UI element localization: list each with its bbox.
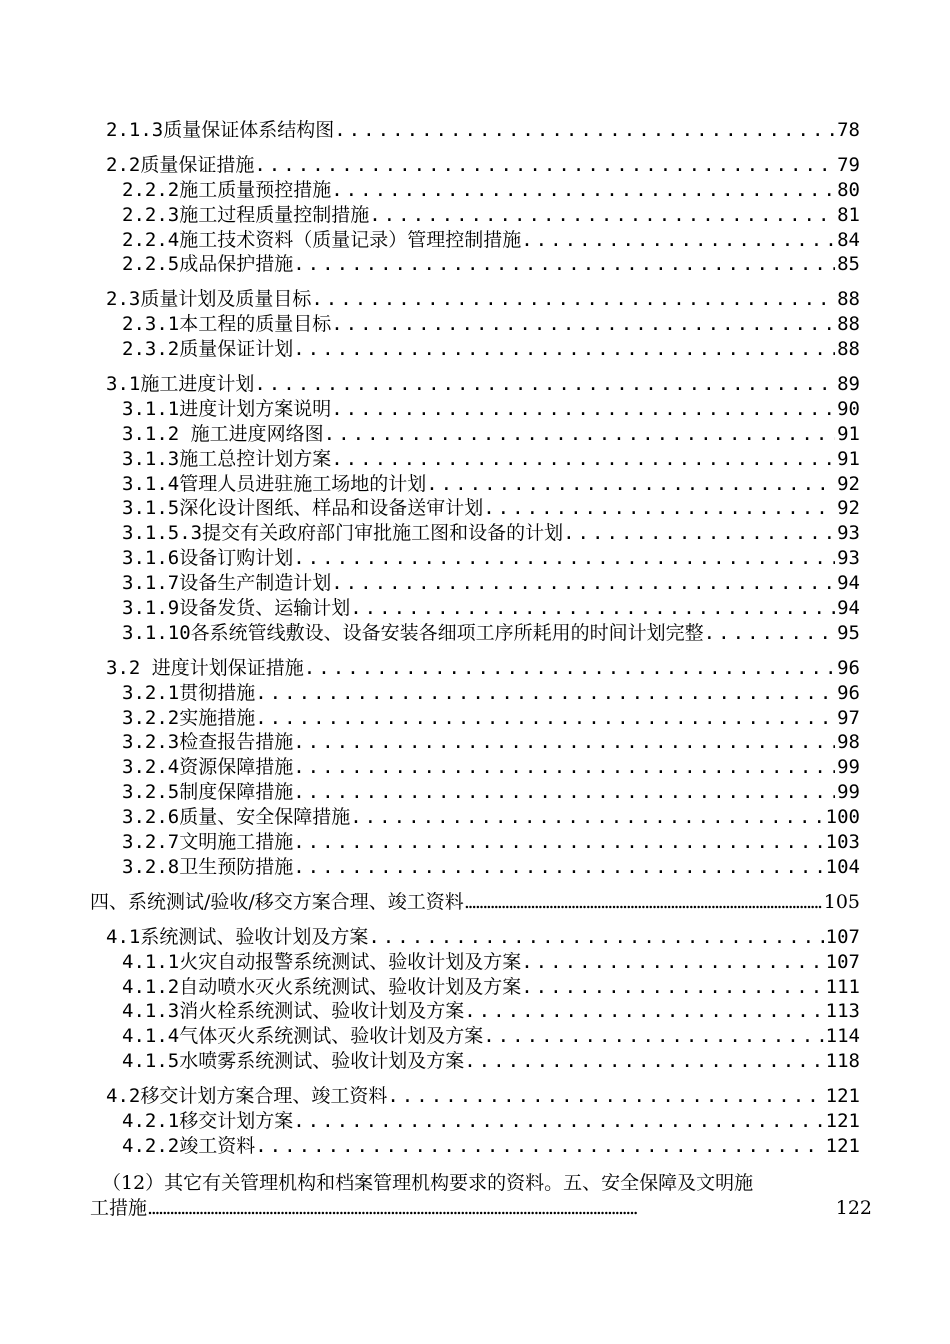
- toc-entry-title: 3.1.7设备生产制造计划: [122, 572, 332, 595]
- toc-entry-page: 88: [837, 338, 860, 361]
- dot-leader: [254, 153, 835, 178]
- toc-entry-page: 104: [825, 855, 860, 878]
- toc-final-line2-row: [90, 1196, 872, 1221]
- toc-entry-page: 93: [837, 547, 860, 570]
- toc-entry-title: 3.1.5.3提交有关政府部门审批施工图和设备的计划: [122, 522, 564, 545]
- toc-entry[interactable]: [90, 681, 860, 706]
- toc-entry-title: 3.2 进度计划保证措施: [106, 656, 304, 679]
- toc-entry[interactable]: [90, 546, 860, 571]
- toc-entry-page: 99: [837, 781, 860, 804]
- toc-entry-page: 118: [825, 1050, 860, 1073]
- dot-leader: [311, 287, 835, 312]
- toc-entry-title: 4.2.2竣工资料: [122, 1134, 256, 1157]
- toc-entry[interactable]: [90, 571, 860, 596]
- toc-entry-title: 2.3.2质量保证计划: [122, 338, 294, 361]
- toc-entry-title: 3.2.4资源保障措施: [122, 756, 294, 779]
- toc-entry-page: 121: [825, 1085, 860, 1108]
- toc-entry-page: 94: [837, 572, 860, 595]
- toc-entry[interactable]: [90, 780, 860, 805]
- dot-leader: [350, 805, 823, 830]
- toc-entry-page: 98: [837, 731, 860, 754]
- dot-leader: [147, 1196, 836, 1221]
- dot-leader: [293, 755, 835, 780]
- dot-leader: [254, 372, 835, 397]
- toc-entry-title: 4.2移交计划方案合理、竣工资料: [106, 1085, 388, 1108]
- toc-entry[interactable]: [90, 118, 860, 143]
- dot-leader: [521, 228, 835, 253]
- toc-entry-title: 2.3.1本工程的质量目标: [122, 313, 332, 336]
- toc-entry-page: 92: [837, 472, 860, 495]
- toc-entry-title: 3.1.2 施工进度网络图: [122, 422, 324, 445]
- toc-entry-title: 4.1.5水喷雾系统测试、验收计划及方案: [122, 1050, 465, 1073]
- toc-entry-page: 90: [837, 397, 860, 420]
- toc-entry[interactable]: [90, 287, 860, 312]
- toc-entry-page: 89: [837, 373, 860, 396]
- dot-leader: [304, 656, 835, 681]
- toc-entry-page: 121: [825, 1109, 860, 1132]
- toc-entry-page: 78: [837, 119, 860, 141]
- toc-entry-title: 3.2.6质量、安全保障措施: [122, 806, 351, 829]
- toc-entry[interactable]: [90, 397, 860, 422]
- dot-leader: [387, 1084, 823, 1109]
- dot-leader: [483, 1024, 823, 1049]
- toc-entry-title: 4.1.4气体灭火系统测试、验收计划及方案: [122, 1025, 484, 1048]
- toc-entry-title: 4.1.3消火栓系统测试、验收计划及方案: [122, 1000, 465, 1023]
- toc-entry-page: 121: [825, 1134, 860, 1157]
- toc-entry[interactable]: [90, 805, 860, 830]
- toc-entry[interactable]: [90, 830, 860, 855]
- toc-entry-title: 3.2.8卫生预防措施: [122, 855, 294, 878]
- toc-entry-page: 100: [825, 806, 860, 829]
- dot-leader: [350, 596, 835, 621]
- toc-entry-title: 3.1.5深化设计图纸、样品和设备送审计划: [122, 497, 484, 520]
- toc-entry-page: 84: [837, 228, 860, 251]
- toc-entry[interactable]: [90, 1134, 860, 1159]
- toc-entry-title: 2.3质量计划及质量目标: [106, 288, 312, 311]
- toc-entry-title: 4.1.2自动喷水灭火系统测试、验收计划及方案: [122, 975, 522, 998]
- toc-entry[interactable]: [90, 153, 860, 178]
- dot-leader: [293, 830, 823, 855]
- toc-entry-page: 97: [837, 706, 860, 729]
- toc-entry-page: 92: [837, 497, 860, 520]
- toc-entry-page: 91: [837, 422, 860, 445]
- toc-entry[interactable]: [90, 228, 860, 253]
- toc-entry-page: 81: [837, 203, 860, 226]
- toc-entry[interactable]: [90, 422, 860, 447]
- dot-leader: [426, 472, 835, 497]
- toc-entry-page: 79: [837, 153, 860, 176]
- toc-final-line1: （12）其它有关管理机构和档案管理机构要求的资料。五、安全保障及文明施: [102, 1171, 754, 1194]
- toc-entry-title: 4.1系统测试、验收计划及方案: [106, 925, 369, 948]
- toc-entry-title: 3.1.3施工总控计划方案: [122, 447, 332, 470]
- dot-leader: [334, 118, 835, 143]
- dot-leader: [293, 546, 835, 571]
- toc-entry-title: 3.2.5制度保障措施: [122, 781, 294, 804]
- toc-entry-page: 113: [825, 1000, 860, 1023]
- toc-entry[interactable]: [90, 521, 860, 546]
- dot-leader: [464, 890, 822, 915]
- toc-entry-title: 3.2.2实施措施: [122, 706, 256, 729]
- toc-entry-title: 四、系统测试/验收/移交方案合理、竣工资料: [90, 890, 464, 913]
- toc-entry[interactable]: [90, 975, 860, 1000]
- toc-entry-page: 111: [825, 975, 860, 998]
- dot-leader: [704, 621, 835, 646]
- dot-leader: [331, 447, 835, 472]
- toc-entry-title: 3.1.1进度计划方案说明: [122, 397, 332, 420]
- toc-entry-page: 80: [837, 178, 860, 201]
- toc-entry[interactable]: [90, 372, 860, 397]
- toc-entry-title: 3.1.6设备订购计划: [122, 547, 294, 570]
- toc-final-entry[interactable]: [90, 1171, 872, 1221]
- dot-leader: [521, 950, 823, 975]
- dot-leader: [483, 496, 835, 521]
- toc-entry-page: 114: [825, 1025, 860, 1048]
- toc-entry[interactable]: [90, 925, 860, 950]
- toc-entry-title: 4.2.1移交计划方案: [122, 1109, 294, 1132]
- toc-entry[interactable]: [90, 1024, 860, 1049]
- dot-leader: [331, 312, 835, 337]
- toc-entry-title: 3.1.4管理人员进驻施工场地的计划: [122, 472, 427, 495]
- toc-entry-title: 3.1.9设备发货、运输计划: [122, 597, 351, 620]
- toc-entry-page: 88: [837, 313, 860, 336]
- toc-entry-page: 107: [825, 925, 860, 948]
- toc-entry[interactable]: [90, 855, 860, 880]
- toc-entry[interactable]: [90, 203, 860, 228]
- toc-entry[interactable]: [90, 447, 860, 472]
- toc-final-page: 122: [835, 1196, 872, 1219]
- toc-entry-title: 3.2.3检查报告措施: [122, 731, 294, 754]
- dot-leader: [464, 999, 823, 1024]
- dot-leader: [368, 925, 823, 950]
- toc-entry[interactable]: [90, 472, 860, 497]
- dot-leader: [293, 1109, 823, 1134]
- dot-leader: [331, 571, 835, 596]
- dot-leader: [293, 855, 823, 880]
- dot-leader: [331, 178, 835, 203]
- toc-entry[interactable]: [90, 312, 860, 337]
- toc-entry-title: 3.2.1贯彻措施: [122, 681, 256, 704]
- dot-leader: [293, 780, 835, 805]
- toc-entry[interactable]: [90, 621, 860, 646]
- toc-entry[interactable]: [90, 596, 860, 621]
- toc-entry-page: 95: [837, 621, 860, 644]
- toc-entry-title: 4.1.1火灾自动报警系统测试、验收计划及方案: [122, 950, 522, 973]
- toc-entry-title: 2.2质量保证措施: [106, 153, 255, 176]
- dot-leader: [324, 422, 835, 447]
- dot-leader: [293, 730, 835, 755]
- dot-leader: [293, 337, 835, 362]
- toc-entry[interactable]: [90, 890, 860, 915]
- dot-leader: [521, 975, 823, 1000]
- toc-entry[interactable]: [90, 656, 860, 681]
- dot-leader: [331, 397, 835, 422]
- toc-entry[interactable]: [90, 999, 860, 1024]
- toc-entry-page: 96: [837, 681, 860, 704]
- dot-leader: [255, 681, 835, 706]
- toc-entry-page: 91: [837, 447, 860, 470]
- toc-entry[interactable]: [90, 755, 860, 780]
- toc-entry[interactable]: [90, 730, 860, 755]
- toc-final-line2: 工措施: [90, 1196, 148, 1219]
- toc-entry-page: 85: [837, 253, 860, 276]
- toc-entry[interactable]: [90, 1109, 860, 1134]
- dot-leader: [563, 521, 835, 546]
- toc-entry-page: 103: [825, 831, 860, 854]
- toc-entry-title: 2.2.2施工质量预控措施: [122, 178, 332, 201]
- toc-entry[interactable]: [90, 1084, 860, 1109]
- toc-entry[interactable]: [90, 252, 860, 277]
- toc-entry-page: 99: [837, 756, 860, 779]
- dot-leader: [255, 706, 835, 731]
- toc-entry-page: 105: [823, 890, 860, 913]
- toc-entry[interactable]: [90, 337, 860, 362]
- toc-entry-title: 2.2.4施工技术资料（质量记录）管理控制措施: [122, 228, 522, 251]
- toc-entry[interactable]: [90, 1049, 860, 1074]
- dot-leader: [255, 1134, 823, 1159]
- toc-entry-page: 96: [837, 656, 860, 679]
- toc-entry[interactable]: [90, 496, 860, 521]
- toc-entry-page: 107: [825, 950, 860, 973]
- table-of-contents: [90, 118, 872, 1221]
- toc-entry-title: 2.2.3施工过程质量控制措施: [122, 203, 370, 226]
- toc-entry-page: 94: [837, 597, 860, 620]
- toc-entry[interactable]: [90, 178, 860, 203]
- toc-entry[interactable]: [90, 706, 860, 731]
- toc-entry-title: 2.1.3质量保证体系结构图: [106, 119, 335, 141]
- toc-entry[interactable]: [90, 950, 860, 975]
- dot-leader: [293, 252, 835, 277]
- toc-entry-page: 88: [837, 288, 860, 311]
- toc-entry-title: 2.2.5成品保护措施: [122, 253, 294, 276]
- toc-entry-title: 3.1.10各系统管线敷设、设备安装各细项工序所耗用的时间计划完整: [122, 621, 704, 644]
- toc-entry-title: 3.2.7文明施工措施: [122, 831, 294, 854]
- dot-leader: [369, 203, 835, 228]
- toc-entry-page: 93: [837, 522, 860, 545]
- dot-leader: [464, 1049, 823, 1074]
- toc-entry-title: 3.1施工进度计划: [106, 373, 255, 396]
